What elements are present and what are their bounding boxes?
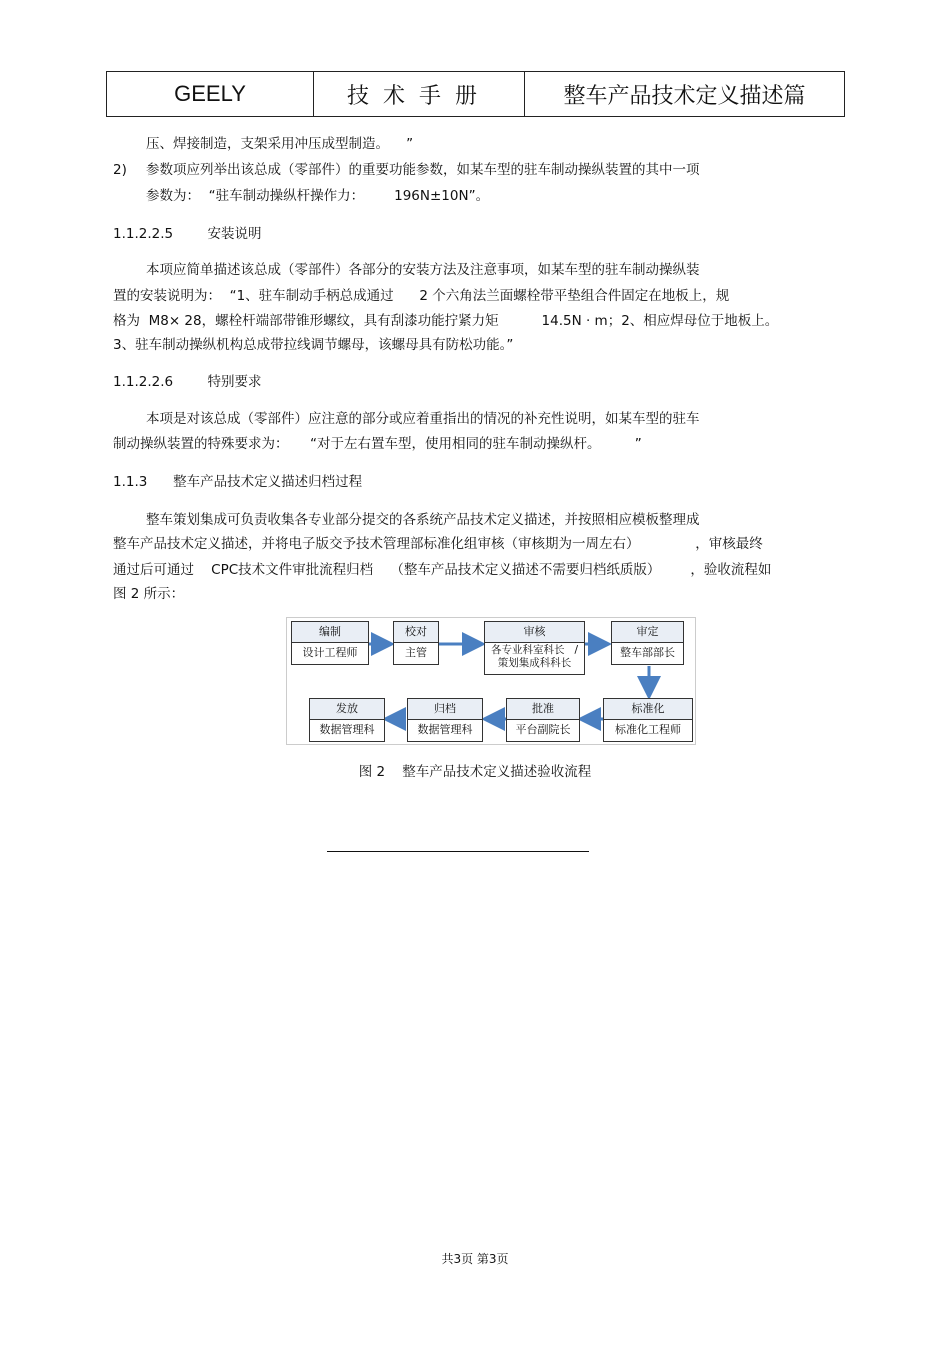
body-line: 整车策划集成可负责收集各专业部分提交的各系统产品技术定义描述，并按照相应模板整理成 <box>146 512 700 528</box>
page-footer: 共3页 第3页 <box>441 1252 509 1266</box>
flow-step-review <box>484 621 585 675</box>
section-heading: 1.1.2.2.5 安装说明 <box>113 226 262 242</box>
flow-step-role: 设计工程师 <box>302 646 358 659</box>
flow-step-title: 审核 <box>485 622 584 643</box>
footnote-rule <box>327 851 589 852</box>
body-line: 本项是对该总成（零部件）应注意的部分或应着重指出的情况的补充性说明，如某车型的驻车 <box>146 411 700 427</box>
flow-step-title: 发放 <box>310 699 384 720</box>
flow-step-role: 主管 <box>405 646 427 659</box>
flow-step-title: 校对 <box>394 622 438 643</box>
body-line: 置的安装说明为： “1、驻车制动手柄总成通过 2 个六角法兰面螺栓带平垫组合件固定在地板上，规 <box>113 288 730 304</box>
body-line: 参数项应列举出该总成（零部件）的重要功能参数，如某车型的驻车制动操纵装置的其中一项 <box>146 162 700 178</box>
body-line: 压、焊接制造，支架采用冲压成型制造。 ” <box>146 136 414 152</box>
header-table <box>106 71 845 117</box>
body-line: 图 2 所示： <box>113 586 185 602</box>
figure-caption: 图 2 整车产品技术定义描述验收流程 <box>358 764 592 780</box>
flow-step-compile <box>291 621 369 665</box>
body-line: 3、驻车制动操纵机构总成带拉线调节螺母，该螺母具有防松功能。” <box>113 337 514 353</box>
flow-step-title: 归档 <box>408 699 482 720</box>
flow-step-role: 数据管理科 <box>319 723 375 736</box>
body-line: 本项应简单描述该总成（零部件）各部分的安装方法及注意事项，如某车型的驻车制动操纵装 <box>146 262 700 278</box>
body-line: 整车产品技术定义描述，并将电子版交予技术管理部标准化组审核（审核期为一周左右） ，审核最终 <box>113 536 763 552</box>
section-heading: 1.1.2.2.6 特别要求 <box>113 374 262 390</box>
flow-step-standardize <box>603 698 693 742</box>
header-section: 整车产品技术定义描述篇 <box>563 83 806 109</box>
flow-step-authorize <box>506 698 580 742</box>
body-line: 通过后可通过 CPC技术文件审批流程归档 （整车产品技术定义描述不需要归档纸质版） ，验收流程如 <box>113 562 772 578</box>
header-brand: GEELY <box>107 72 314 116</box>
flow-step-role: 标准化工程师 <box>615 723 681 736</box>
body-line: 格为 M8× 28，螺栓杆端部带锥形螺纹，具有刮漆功能拧紧力矩 14.5N · m；2、相应焊母位于地板上。 <box>113 313 779 329</box>
flowchart <box>286 617 696 745</box>
flow-step-proofread <box>393 621 439 665</box>
flow-step-role: 各专业科室科长 / 策划集成科科长 <box>490 644 579 669</box>
flow-step-role: 数据管理科 <box>417 723 473 736</box>
list-number: 2) <box>113 162 127 178</box>
flow-step-release <box>309 698 385 742</box>
flow-step-role: 整车部部长 <box>620 646 675 659</box>
body-line: 参数为： “驻车制动操纵杆操作力： 196N±10N”。 <box>146 188 490 204</box>
flow-step-archive <box>407 698 483 742</box>
flow-step-approve-final <box>611 621 684 665</box>
header-manual: 技术手册 <box>314 72 525 116</box>
flow-step-title: 审定 <box>612 622 683 643</box>
flow-step-title: 批准 <box>507 699 579 720</box>
flow-step-title: 编制 <box>292 622 368 643</box>
flow-step-title: 标准化 <box>604 699 692 720</box>
body-line: 制动操纵装置的特殊要求为： “对于左右置车型，使用相同的驻车制动操纵杆。 ” <box>113 436 642 452</box>
section-heading: 1.1.3 整车产品技术定义描述归档过程 <box>113 474 363 490</box>
flow-step-role: 平台副院长 <box>515 723 571 736</box>
